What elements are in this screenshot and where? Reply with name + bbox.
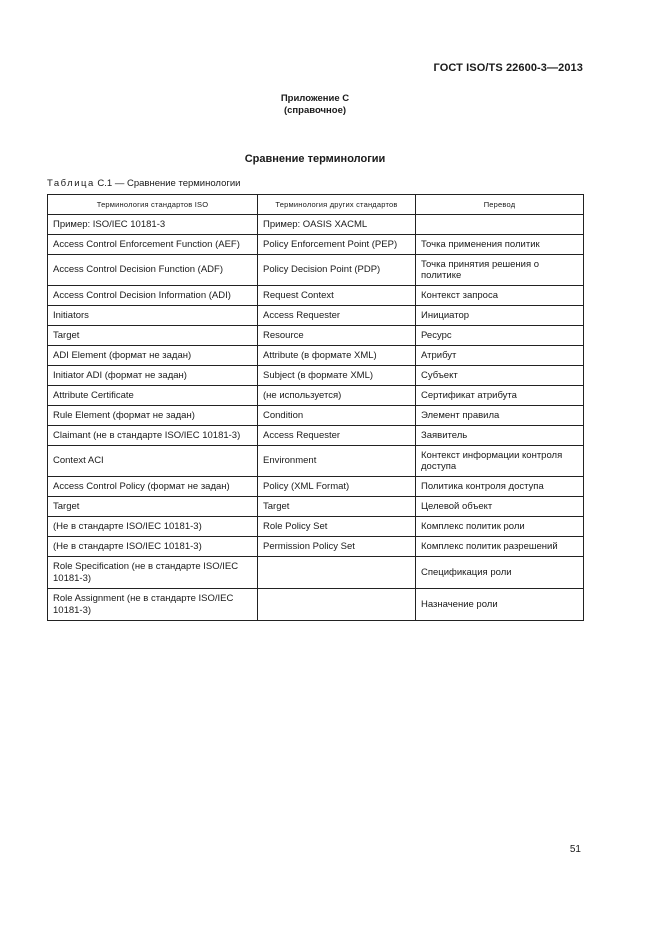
table-caption-number: С.1 bbox=[97, 178, 113, 189]
table-row bbox=[48, 477, 584, 497]
cell-translation: Инициатор bbox=[416, 306, 584, 326]
table-row bbox=[48, 366, 584, 386]
cell-other: Target bbox=[258, 497, 416, 517]
table-row bbox=[48, 557, 584, 589]
cell-other: Request Context bbox=[258, 286, 416, 306]
table-row bbox=[48, 326, 584, 346]
page-number: 51 bbox=[569, 844, 581, 855]
cell-iso: Access Control Decision Information (ADI) bbox=[48, 286, 258, 306]
annex-subtitle: (справочное) bbox=[283, 105, 347, 116]
table-header-row bbox=[48, 195, 584, 215]
table-row bbox=[48, 426, 584, 446]
cell-translation: Точка принятия решения о политике bbox=[416, 255, 584, 286]
cell-iso: ADI Element (формат не задан) bbox=[48, 346, 258, 366]
cell-iso: Initiator ADI (формат не задан) bbox=[48, 366, 258, 386]
cell-iso: Attribute Certificate bbox=[48, 386, 258, 406]
cell-iso: Claimant (не в стандарте ISO/IEC 10181-3) bbox=[48, 426, 258, 446]
cell-iso: Access Control Decision Function (ADF) bbox=[48, 255, 258, 286]
cell-translation: Комплекс политик разрешений bbox=[416, 537, 584, 557]
cell-iso: Rule Element (формат не задан) bbox=[48, 406, 258, 426]
cell-other: (не используется) bbox=[258, 386, 416, 406]
cell-translation: Элемент правила bbox=[416, 406, 584, 426]
cell-iso: Context ACI bbox=[48, 446, 258, 477]
cell-translation bbox=[416, 215, 584, 235]
annex-title: Приложение С bbox=[280, 93, 350, 104]
cell-iso: Initiators bbox=[48, 306, 258, 326]
cell-translation: Контекст информации контроля доступа bbox=[416, 446, 584, 477]
cell-other: Subject (в формате XML) bbox=[258, 366, 416, 386]
cell-other: Role Policy Set bbox=[258, 517, 416, 537]
cell-iso: Пример: ISO/IEC 10181-3 bbox=[48, 215, 258, 235]
table-row bbox=[48, 286, 584, 306]
cell-translation: Политика контроля доступа bbox=[416, 477, 584, 497]
cell-iso: Target bbox=[48, 497, 258, 517]
terminology-table bbox=[47, 194, 584, 621]
table-caption bbox=[47, 178, 240, 189]
cell-other: Access Requester bbox=[258, 426, 416, 446]
column-header-translation: Перевод bbox=[416, 195, 584, 215]
table-row bbox=[48, 537, 584, 557]
cell-iso: Role Specification (не в стандарте ISO/IEC 10181-3) bbox=[48, 557, 258, 589]
cell-translation: Спецификация роли bbox=[416, 557, 584, 589]
cell-other: Attribute (в формате XML) bbox=[258, 346, 416, 366]
table-row bbox=[48, 497, 584, 517]
table-row bbox=[48, 406, 584, 426]
cell-other: Resource bbox=[258, 326, 416, 346]
table-row bbox=[48, 255, 584, 286]
cell-other bbox=[258, 557, 416, 589]
cell-other: Permission Policy Set bbox=[258, 537, 416, 557]
cell-translation: Комплекс политик роли bbox=[416, 517, 584, 537]
annex-heading bbox=[0, 93, 630, 117]
cell-other: Environment bbox=[258, 446, 416, 477]
cell-other: Access Requester bbox=[258, 306, 416, 326]
cell-other: Пример: OASIS XACML bbox=[258, 215, 416, 235]
section-title: Сравнение терминологии bbox=[244, 153, 386, 165]
cell-translation: Назначение роли bbox=[416, 589, 584, 621]
table-caption-label: Таблица bbox=[47, 178, 95, 189]
table-row bbox=[48, 589, 584, 621]
cell-translation: Контекст запроса bbox=[416, 286, 584, 306]
cell-translation: Атрибут bbox=[416, 346, 584, 366]
table-row bbox=[48, 346, 584, 366]
cell-iso: Access Control Policy (формат не задан) bbox=[48, 477, 258, 497]
cell-translation: Целевой объект bbox=[416, 497, 584, 517]
cell-other: Policy (XML Format) bbox=[258, 477, 416, 497]
table-row bbox=[48, 446, 584, 477]
cell-other: Policy Enforcement Point (PEP) bbox=[258, 235, 416, 255]
table-row bbox=[48, 517, 584, 537]
column-header-iso: Терминология стандартов ISO bbox=[48, 195, 258, 215]
cell-other: Condition bbox=[258, 406, 416, 426]
cell-other: Policy Decision Point (PDP) bbox=[258, 255, 416, 286]
cell-translation: Сертификат атрибута bbox=[416, 386, 584, 406]
column-header-other: Терминология других стандартов bbox=[258, 195, 416, 215]
table-row bbox=[48, 306, 584, 326]
cell-translation: Ресурс bbox=[416, 326, 584, 346]
table-caption-text: — Сравнение терминологии bbox=[114, 178, 241, 189]
table-row bbox=[48, 386, 584, 406]
cell-iso: Access Control Enforcement Function (AEF) bbox=[48, 235, 258, 255]
cell-other bbox=[258, 589, 416, 621]
cell-translation: Заявитель bbox=[416, 426, 584, 446]
document-id: ГОСТ ISO/TS 22600-3—2013 bbox=[433, 62, 583, 74]
cell-translation: Точка применения политик bbox=[416, 235, 584, 255]
cell-iso: Target bbox=[48, 326, 258, 346]
cell-iso: (Не в стандарте ISO/IEC 10181-3) bbox=[48, 537, 258, 557]
cell-iso: Role Assignment (не в стандарте ISO/IEC 10181-3) bbox=[48, 589, 258, 621]
cell-translation: Субъект bbox=[416, 366, 584, 386]
table-row bbox=[48, 235, 584, 255]
cell-iso: (Не в стандарте ISO/IEC 10181-3) bbox=[48, 517, 258, 537]
table-row bbox=[48, 215, 584, 235]
